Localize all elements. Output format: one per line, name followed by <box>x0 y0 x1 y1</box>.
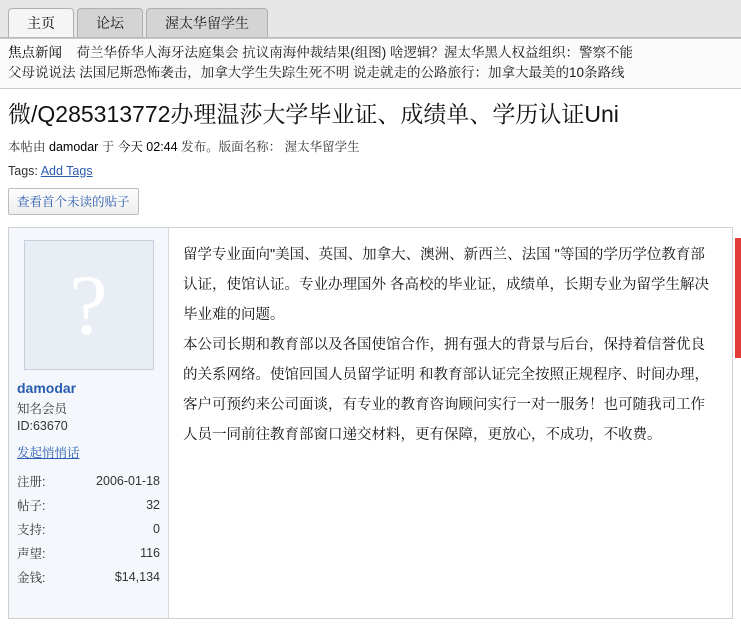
stat-value-register: 2006-01-18 <box>96 474 160 488</box>
post-author-stats <box>17 469 160 589</box>
news-headline-2[interactable]: 父母说说法 法国尼斯恐怖袭击，加拿大学生失踪生死不明 说走就走的公路旅行：加拿大最美的10条路线 <box>8 65 625 80</box>
send-private-message-link[interactable]: 发起悄悄话 <box>17 446 80 460</box>
add-tags-link[interactable]: Add Tags <box>40 164 93 178</box>
post-author-title: 知名会员 <box>17 402 68 416</box>
page-scrollbar[interactable] <box>735 238 741 358</box>
news-lead-label: 焦点新闻 <box>8 45 62 60</box>
post-author-id: ID:63670 <box>17 419 68 433</box>
stat-row-likes <box>17 517 160 541</box>
stat-label-likes: 支持: <box>17 523 46 537</box>
stat-value-likes: 0 <box>153 522 160 536</box>
news-row-2 <box>8 63 733 83</box>
thread-meta-author[interactable]: damodar <box>49 140 99 154</box>
stat-value-money: $14,134 <box>114 570 160 584</box>
thread-meta-prefix: 本帖由 <box>8 140 46 154</box>
post-author-panel <box>9 228 169 618</box>
view-first-unread-button[interactable]: 查看首个未读的贴子 <box>8 188 139 215</box>
stat-label-posts: 帖子: <box>17 499 46 513</box>
browser-tab-bar <box>0 0 741 38</box>
page-title: 微/Q285313772办理温莎大学毕业证、成绩单、学历认证Uni <box>8 101 619 127</box>
thread-meta-forum[interactable]: 渥太华留学生 <box>284 140 360 154</box>
stat-label-reputation: 声望: <box>17 547 46 561</box>
avatar[interactable] <box>24 240 154 370</box>
news-row-1 <box>8 43 733 63</box>
tab-ottawa-students[interactable]: 渥太华留学生 <box>146 8 268 37</box>
stat-label-money: 金钱: <box>17 571 46 585</box>
thread-meta <box>8 137 733 155</box>
tags-label: Tags: <box>8 164 38 178</box>
stat-row-money <box>17 565 160 589</box>
post-paragraph-1: 留学专业面向"美国、英国、加拿大、澳洲、新西兰、法国 "等国的学历学位教育部认证，使馆认证。专业办理国外 各高校的毕业证，成绩单，长期专业为留学生解决毕业难的问题。 <box>183 247 710 323</box>
tags-row <box>8 164 733 178</box>
stat-row-reputation <box>17 541 160 565</box>
post-container <box>8 227 733 619</box>
post-paragraph-2: 本公司长期和教育部以及各国使馆合作，拥有强大的背景与后台，保持着信誉优良的关系网络。使馆回国人员留学证明 和教育部认证完全按照正规程序、时间办理，客户可预约来公司面谈，有专业的教育咨询顾问实行一对一服务！也可随我司工作人员一同前往教育部窗口递交材料，更有保障，更放心，不成功，不收费。 <box>183 337 710 443</box>
tab-forum[interactable]: 论坛 <box>77 8 143 37</box>
thread-meta-time: 今天 02:44 <box>117 140 178 154</box>
thread-meta-mid: 于 <box>101 140 115 154</box>
news-ticker <box>0 38 741 89</box>
stat-row-posts <box>17 493 160 517</box>
stat-value-posts: 32 <box>146 498 160 512</box>
post-content <box>169 228 732 618</box>
thread-header <box>0 89 741 215</box>
tab-home[interactable]: 主页 <box>8 8 74 37</box>
news-headline-1[interactable]: 荷兰华侨华人海牙法庭集会 抗议南海仲裁结果(组图) 啥逻辑？渥太华黑人权益组织：警察不能 <box>76 45 634 60</box>
stat-label-register: 注册: <box>17 475 46 489</box>
stat-row-register <box>17 469 160 493</box>
stat-value-reputation: 116 <box>140 546 160 560</box>
post-author-name[interactable]: damodar <box>17 380 77 396</box>
thread-meta-suffix: 发布。版面名称： <box>181 140 282 154</box>
avatar-placeholder-icon: ? <box>69 257 108 353</box>
